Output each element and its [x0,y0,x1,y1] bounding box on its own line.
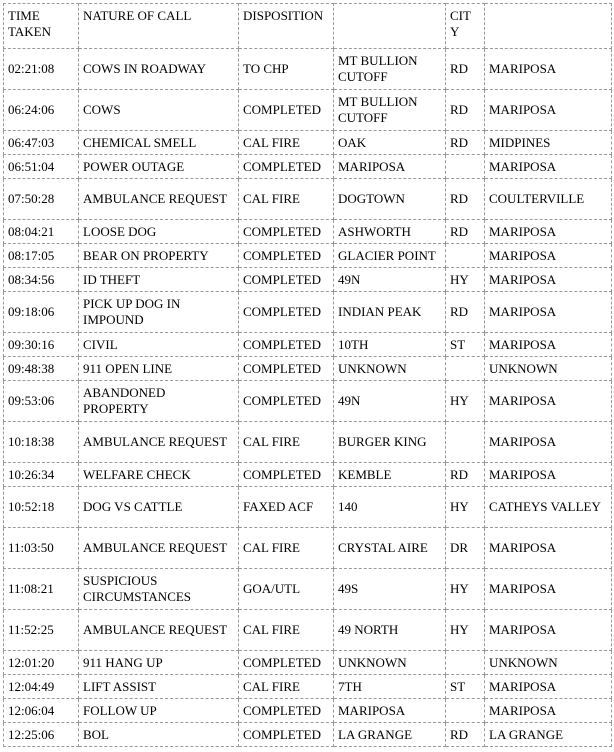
street-cell: 49N [334,381,446,422]
city-cell: MIDPINES [485,131,612,155]
time-cell: 12:01:20 [4,651,79,675]
street-type-cell: RD [446,463,485,487]
disposition-cell: GOA/UTL [239,569,334,610]
nature-cell: ID THEFT [79,268,239,292]
nature-cell: LOOSE DOG [79,220,239,244]
header-city: CITY [446,4,485,49]
city-cell: MARIPOSA [485,381,612,422]
street-type-cell: HY [446,381,485,422]
street-type-cell: HY [446,268,485,292]
disposition-cell: COMPLETED [239,723,334,747]
nature-cell: CIVIL [79,333,239,357]
city-cell: COULTERVILLE [485,179,612,220]
time-cell: 09:30:16 [4,333,79,357]
nature-cell: 911 HANG UP [79,651,239,675]
street-type-cell: RD [446,723,485,747]
city-cell: MARIPOSA [485,220,612,244]
nature-cell: WELFARE CHECK [79,463,239,487]
city-cell: MARIPOSA [485,699,612,723]
street-type-cell: HY [446,610,485,651]
table-row [4,155,612,179]
street-cell: MT BULLION CUTOFF [334,49,446,90]
table-row [4,723,612,747]
header-nature-of-call: NATURE OF CALL [79,4,239,49]
table-row [4,90,612,131]
disposition-cell: COMPLETED [239,651,334,675]
street-type-cell [446,699,485,723]
street-cell: MT BULLION CUTOFF [334,90,446,131]
city-cell: MARIPOSA [485,268,612,292]
nature-cell: COWS IN ROADWAY [79,49,239,90]
street-type-cell: ST [446,333,485,357]
street-type-cell: DR [446,528,485,569]
table-row [4,244,612,268]
street-cell: 49S [334,569,446,610]
city-cell: CATHEYS VALLEY [485,487,612,528]
time-cell: 08:04:21 [4,220,79,244]
street-type-cell: ST [446,675,485,699]
table-row [4,357,612,381]
city-cell: MARIPOSA [485,528,612,569]
time-cell: 09:18:06 [4,292,79,333]
nature-cell: 911 OPEN LINE [79,357,239,381]
disposition-cell: COMPLETED [239,381,334,422]
city-cell: MARIPOSA [485,569,612,610]
time-cell: 08:17:05 [4,244,79,268]
street-type-cell: RD [446,179,485,220]
disposition-cell: COMPLETED [239,357,334,381]
disposition-cell: COMPLETED [239,333,334,357]
time-cell: 12:25:06 [4,723,79,747]
city-cell: MARIPOSA [485,422,612,463]
street-type-cell: RD [446,220,485,244]
table-row [4,675,612,699]
table-row [4,569,612,610]
street-type-cell [446,155,485,179]
disposition-cell: CAL FIRE [239,610,334,651]
street-type-cell [446,422,485,463]
nature-cell: AMBULANCE REQUEST [79,528,239,569]
table-row [4,699,612,723]
city-cell: MARIPOSA [485,244,612,268]
street-cell: 49N [334,268,446,292]
street-cell: 49 NORTH [334,610,446,651]
city-cell: MARIPOSA [485,49,612,90]
time-cell: 07:50:28 [4,179,79,220]
nature-cell: CHEMICAL SMELL [79,131,239,155]
street-cell: UNKNOWN [334,651,446,675]
street-cell: 7TH [334,675,446,699]
street-cell: DOGTOWN [334,179,446,220]
disposition-cell: TO CHP [239,49,334,90]
table-row [4,292,612,333]
city-cell: MARIPOSA [485,463,612,487]
street-cell: ASHWORTH [334,220,446,244]
nature-cell: FOLLOW UP [79,699,239,723]
city-cell: MARIPOSA [485,675,612,699]
time-cell: 12:04:49 [4,675,79,699]
nature-cell: COWS [79,90,239,131]
time-cell: 08:34:56 [4,268,79,292]
header-row [4,4,612,49]
time-cell: 09:53:06 [4,381,79,422]
time-cell: 06:47:03 [4,131,79,155]
table-row [4,220,612,244]
street-cell: GLACIER POINT [334,244,446,268]
time-cell: 06:24:06 [4,90,79,131]
disposition-cell: CAL FIRE [239,675,334,699]
table-row [4,49,612,90]
city-cell: MARIPOSA [485,292,612,333]
nature-cell: SUSPICIOUS CIRCUMSTANCES [79,569,239,610]
disposition-cell: CAL FIRE [239,528,334,569]
disposition-cell: COMPLETED [239,699,334,723]
disposition-cell: COMPLETED [239,292,334,333]
nature-cell: AMBULANCE REQUEST [79,422,239,463]
table-row [4,131,612,155]
header-street [334,4,446,49]
nature-cell: POWER OUTAGE [79,155,239,179]
city-cell: LA GRANGE [485,723,612,747]
time-cell: 10:52:18 [4,487,79,528]
street-cell: 10TH [334,333,446,357]
time-cell: 06:51:04 [4,155,79,179]
time-cell: 10:26:34 [4,463,79,487]
street-cell: INDIAN PEAK [334,292,446,333]
street-cell: KEMBLE [334,463,446,487]
nature-cell: LIFT ASSIST [79,675,239,699]
street-type-cell: RD [446,131,485,155]
street-type-cell: RD [446,49,485,90]
city-cell: MARIPOSA [485,610,612,651]
street-cell: MARIPOSA [334,699,446,723]
street-type-cell [446,651,485,675]
table-row [4,179,612,220]
time-cell: 02:21:08 [4,49,79,90]
nature-cell: DOG VS CATTLE [79,487,239,528]
time-cell: 11:52:25 [4,610,79,651]
time-cell: 09:48:38 [4,357,79,381]
street-type-cell: RD [446,90,485,131]
nature-cell: PICK UP DOG IN IMPOUND [79,292,239,333]
time-cell: 11:03:50 [4,528,79,569]
disposition-cell: COMPLETED [239,90,334,131]
header-time-taken: TIME TAKEN [4,4,79,49]
disposition-cell: FAXED ACF [239,487,334,528]
street-cell: OAK [334,131,446,155]
header-disposition: DISPOSITION [239,4,334,49]
nature-cell: BEAR ON PROPERTY [79,244,239,268]
disposition-cell: CAL FIRE [239,179,334,220]
disposition-cell: COMPLETED [239,155,334,179]
table-row [4,651,612,675]
city-cell: MARIPOSA [485,90,612,131]
time-cell: 11:08:21 [4,569,79,610]
street-cell: BURGER KING [334,422,446,463]
table-row [4,333,612,357]
disposition-cell: COMPLETED [239,463,334,487]
disposition-cell: COMPLETED [239,268,334,292]
table-row [4,381,612,422]
street-cell: LA GRANGE [334,723,446,747]
table-row [4,463,612,487]
time-cell: 12:06:04 [4,699,79,723]
table-row [4,610,612,651]
city-cell: UNKNOWN [485,651,612,675]
street-type-cell: HY [446,487,485,528]
street-cell: 140 [334,487,446,528]
table-row [4,528,612,569]
street-cell: UNKNOWN [334,357,446,381]
street-type-cell: RD [446,292,485,333]
nature-cell: AMBULANCE REQUEST [79,610,239,651]
table-row [4,487,612,528]
street-type-cell [446,357,485,381]
table-row [4,422,612,463]
disposition-cell: CAL FIRE [239,422,334,463]
call-log-table [3,3,612,747]
city-cell: MARIPOSA [485,155,612,179]
street-type-cell [446,244,485,268]
street-type-cell: HY [446,569,485,610]
street-cell: MARIPOSA [334,155,446,179]
street-cell: CRYSTAL AIRE [334,528,446,569]
table-row [4,268,612,292]
disposition-cell: COMPLETED [239,244,334,268]
time-cell: 10:18:38 [4,422,79,463]
disposition-cell: CAL FIRE [239,131,334,155]
city-cell: MARIPOSA [485,333,612,357]
header-city-name [485,4,612,49]
nature-cell: BOL [79,723,239,747]
nature-cell: ABANDONED PROPERTY [79,381,239,422]
nature-cell: AMBULANCE REQUEST [79,179,239,220]
disposition-cell: COMPLETED [239,220,334,244]
city-cell: UNKNOWN [485,357,612,381]
